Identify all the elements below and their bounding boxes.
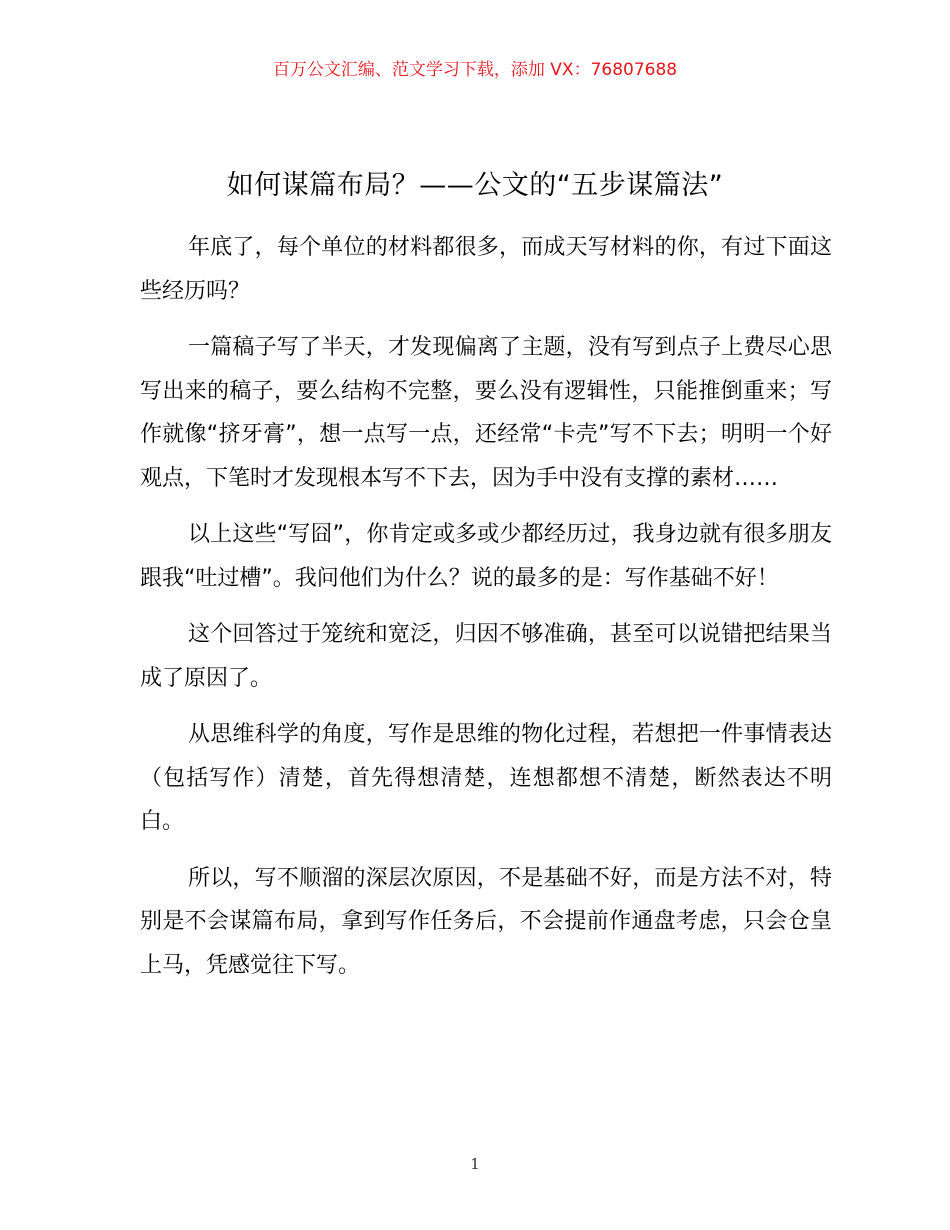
paragraph-2: 一篇稿子写了半天，才发现偏离了主题，没有写到点子上费尽心思写出来的稿子，要么结构不完整，要么没有逻辑性，只能推倒重来；写作就像“挤牙膏”，想一点写一点，还经常“卡壳”写不下去；明明一个好观点，下笔时才发现根本写不下去，因为手中没有支撑的素材…… [140, 335, 832, 491]
document-title: 如何谋篇布局？——公文的“五步谋篇法” [226, 170, 724, 201]
paragraph-3: 以上这些“写囧”，你肯定或多或少都经历过，我身边就有很多朋友跟我“吐过槽”。我问他们为什么？说的最多的是：写作基础不好！ [140, 522, 832, 591]
paragraph-5: 从思维科学的角度，写作是思维的物化过程，若想把一件事情表达（包括写作）清楚，首先得想清楚，连想都想不清楚，断然表达不明白。 [140, 722, 832, 834]
paragraph-6: 所以，写不顺溜的深层次原因，不是基础不好，而是方法不对，特别是不会谋篇布局，拿到写作任务后，不会提前作通盘考虑，只会仓皇上马，凭感觉往下写。 [140, 865, 832, 978]
document-body [140, 226, 832, 1000]
paragraph-1: 年底了，每个单位的材料都很多，而成天写材料的你，有过下面这些经历吗？ [140, 235, 832, 304]
header-banner: 百万公文汇编、范文学习下载，添加 VX：76807688 [272, 60, 678, 80]
page-number: 1 [470, 1155, 480, 1173]
paragraph-4: 这个回答过于笼统和宽泛，归因不够准确，甚至可以说错把结果当成了原因了。 [140, 622, 832, 691]
